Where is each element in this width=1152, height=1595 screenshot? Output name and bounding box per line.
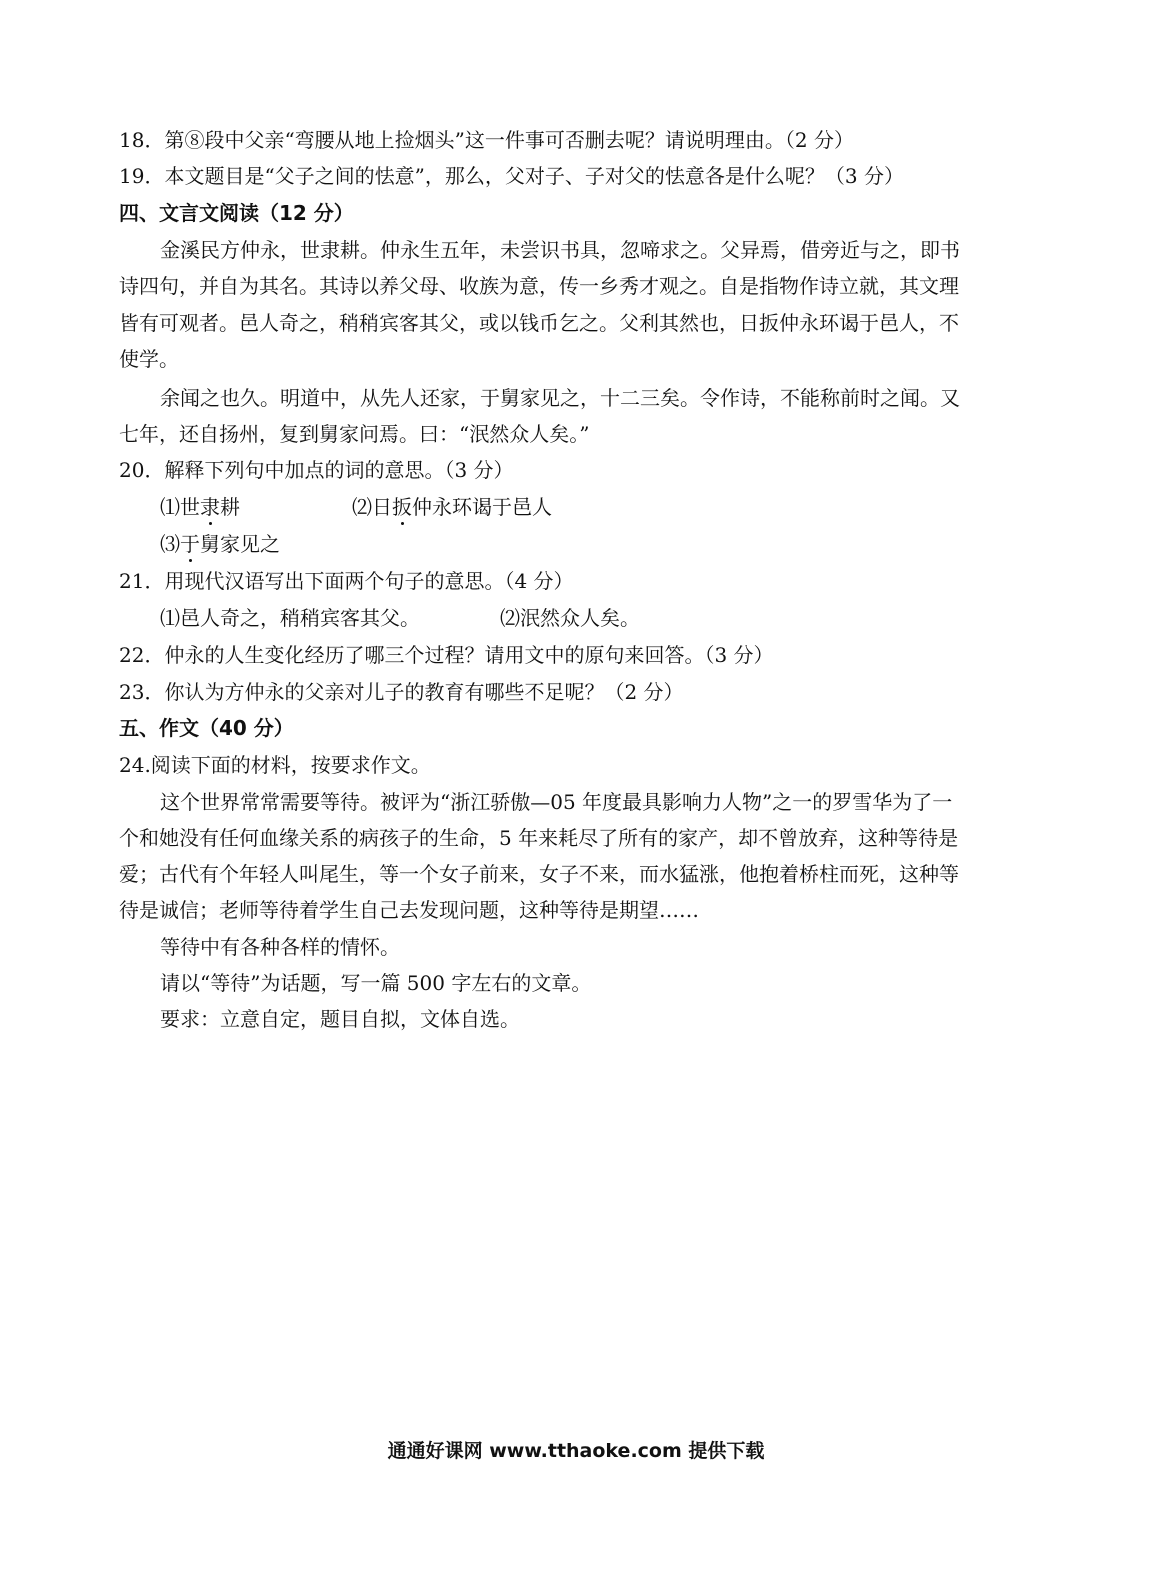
passage-para1-line4: 使学。 [119,347,179,371]
essay-material-line4: 待是诚信；老师等待着学生自己去发现问题，这种等待是期望…… [119,898,699,922]
question-24: 24.阅读下面的材料，按要求作文。 [119,753,431,777]
item-text: ⑴世 [160,495,200,519]
essay-line-feelings: 等待中有各种各样的情怀。 [160,935,400,959]
essay-material-line1: 这个世界常常需要等待。被评为“浙江骄傲—05 年度最具影响力人物”之一的罗雪华为了一 [160,790,953,814]
question-21-item-1: ⑴邑人奇之，稍稍宾客其父。 [160,606,420,630]
dotted-word: 隶 [200,495,220,519]
dotted-word: 于 [180,532,200,556]
item-text: ⑶ [160,532,180,556]
essay-requirements-line: 要求：立意自定，题目自拟，文体自选。 [160,1007,520,1031]
question-21: 21．用现代汉语写出下面两个句子的意思。（4 分） [119,569,574,593]
item-text: 耕 [220,495,240,519]
passage-para1-line3: 皆有可观者。邑人奇之，稍稍宾客其父，或以钱币乞之。父利其然也，日扳仲永环谒于邑人，不 [119,311,959,335]
essay-topic-line: 请以“等待”为话题，写一篇 500 字左右的文章。 [160,971,592,995]
item-text: 仲永环谒于邑人 [412,495,552,519]
section-5-heading: 五、作文（40 分） [119,716,294,740]
question-18: 18．第⑧段中父亲“弯腰从地上捡烟头”这一件事可否删去呢？请说明理由。（2 分） [119,128,854,152]
passage-para2-line1: 余闻之也久。明道中，从先人还家，于舅家见之，十二三矣。令作诗，不能称前时之闻。又 [160,386,960,410]
passage-para1-line2: 诗四句，并自为其名。其诗以养父母、收族为意，传一乡秀才观之。自是指物作诗立就，其文理 [119,274,959,298]
question-22: 22．仲永的人生变化经历了哪三个过程？请用文中的原句来回答。（3 分） [119,643,774,667]
question-19: 19．本文题目是“父子之间的怯意”，那么，父对子、子对父的怯意各是什么呢？（3 分） [119,164,904,188]
dotted-word: 扳 [392,495,412,519]
question-21-item-2: ⑵泯然众人矣。 [500,606,640,630]
question-23: 23．你认为方仲永的父亲对儿子的教育有哪些不足呢？（2 分） [119,680,684,704]
item-text: ⑵日 [352,495,392,519]
question-20-item-2 [352,493,752,523]
question-20: 20．解释下列句中加点的词的意思。（3 分） [119,458,514,482]
essay-material-line2: 个和她没有任何血缘关系的病孩子的生命，5 年来耗尽了所有的家产，却不曾放弃，这种等待是 [119,826,959,850]
passage-para2-line2: 七年，还自扬州，复到舅家问焉。曰：“泯然众人矣。” [119,422,590,446]
section-4-heading: 四、文言文阅读（12 分） [119,201,354,225]
footer-source: 通通好课网 www.tthaoke.com 提供下载 [387,1440,765,1462]
question-20-item-3 [160,530,1080,560]
essay-material-line3: 爱；古代有个年轻人叫尾生，等一个女子前来，女子不来，而水猛涨，他抱着桥柱而死，这种等 [119,862,959,886]
item-text: 舅家见之 [200,532,280,556]
passage-para1-line1: 金溪民方仲永，世隶耕。仲永生五年，未尝识书具，忽啼求之。父异焉，借旁近与之，即书 [160,238,960,262]
